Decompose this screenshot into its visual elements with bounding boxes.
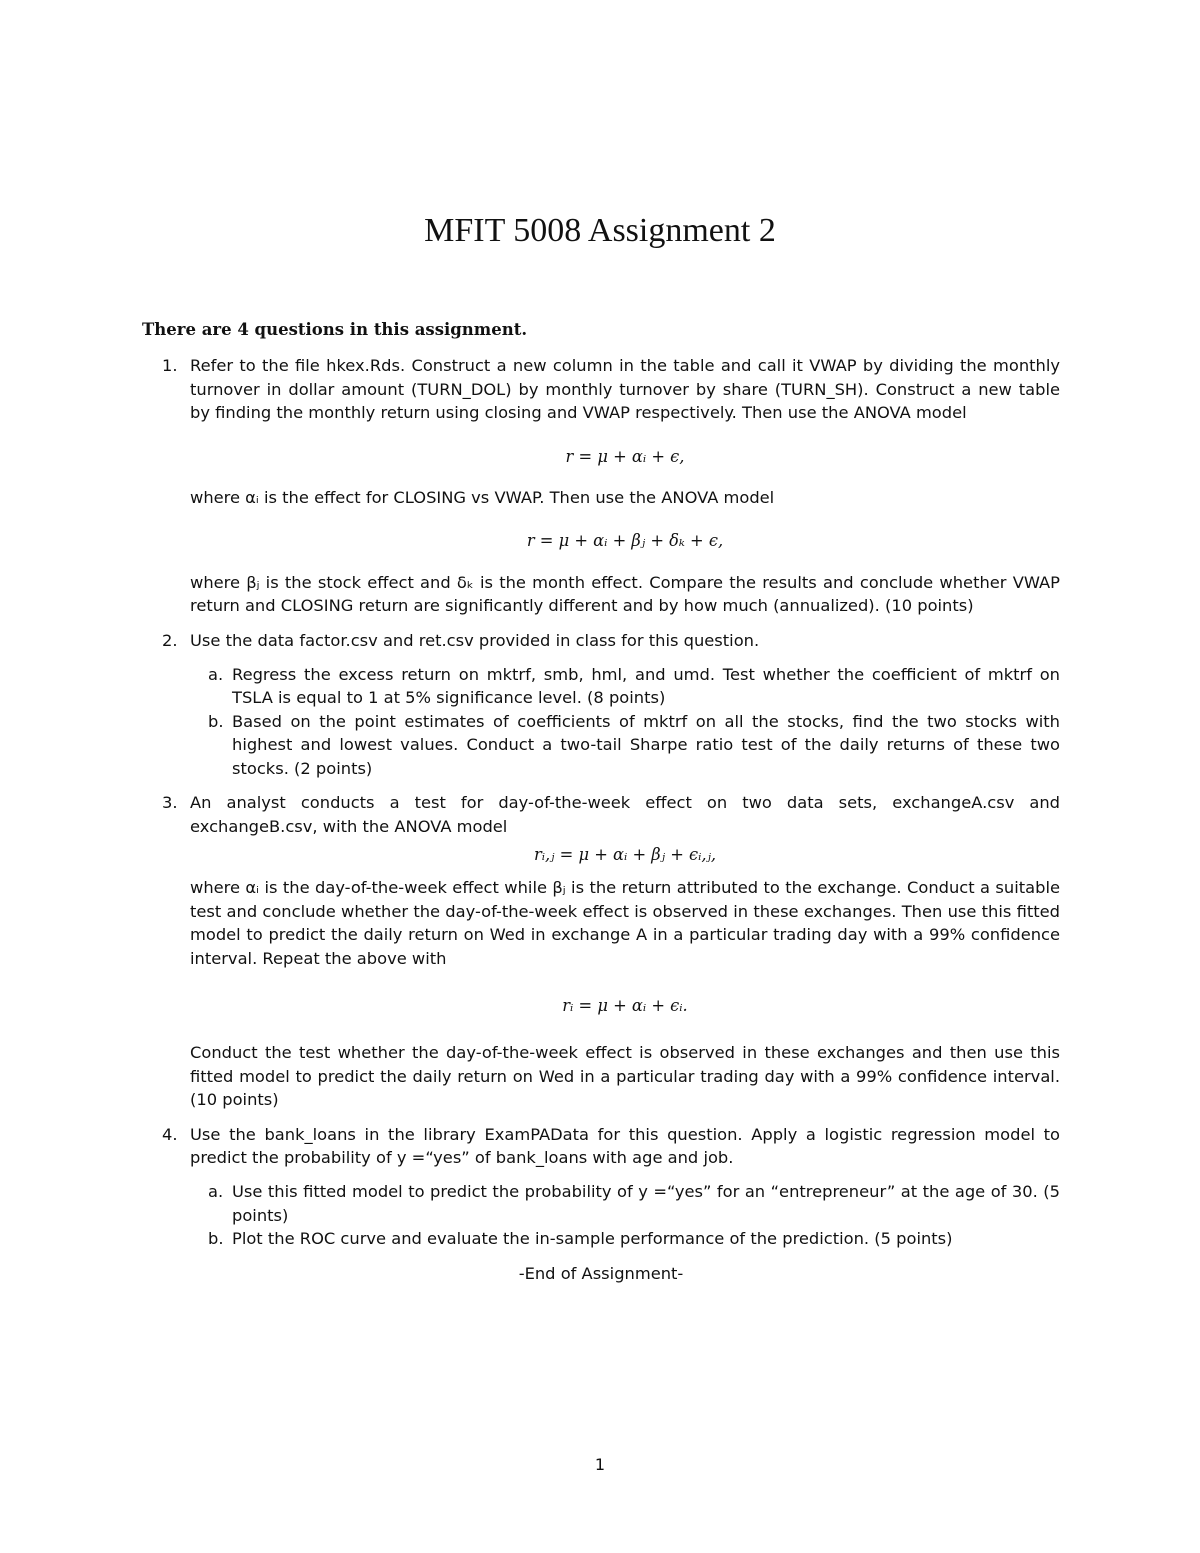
- document-body: [142, 318, 1060, 1285]
- sub-question-label: b.: [208, 1229, 224, 1249]
- sub-question-label: a.: [208, 1182, 224, 1202]
- sub-question-label: a.: [208, 665, 224, 685]
- equation: r = μ + αᵢ + βⱼ + δₖ + ϵ,: [526, 531, 724, 551]
- page-number: 1: [594, 1455, 606, 1474]
- question-text: Use the bank_loans in the library ExamPAData for this question. Apply a logistic regression model to predict the probability of y =“yes” of bank_loans with age and job.: [190, 1124, 1060, 1167]
- question-text: where βⱼ is the stock effect and δₖ is the month effect. Compare the results and conclude whether VWAP return and CLOSING return are significantly different and by how much (annualized). (10 points): [190, 572, 1060, 616]
- question-list: [142, 354, 1060, 1250]
- sub-question: [190, 710, 1060, 780]
- sub-question-label: b.: [208, 711, 224, 731]
- equation: rᵢ,ⱼ = μ + αᵢ + βⱼ + ϵᵢ,ⱼ,: [533, 844, 717, 864]
- sub-question: [190, 663, 1060, 710]
- sub-question-list: [190, 663, 1060, 780]
- assignment-intro: There are 4 questions in this assignment.: [142, 320, 528, 339]
- question-text: where αᵢ is the effect for CLOSING vs VWAP. Then use the ANOVA model: [190, 488, 775, 508]
- question-number: 4.: [162, 1124, 178, 1144]
- sub-question-text: Use this fitted model to predict the probability of y =“yes” for an “entrepreneur” at the age of 30. (5 points): [232, 1182, 1060, 1225]
- sub-question-text: Regress the excess return on mktrf, smb, hml, and umd. Test whether the coefficient of mktrf on TSLA is equal to 1 at 5% significance level. (8 points): [232, 665, 1060, 708]
- question-number: 1.: [162, 356, 178, 376]
- question-number: 3.: [162, 793, 178, 813]
- equation: r = μ + αᵢ + ϵ,: [565, 446, 685, 466]
- question-2: [142, 629, 1060, 780]
- question-text: Refer to the file hkex.Rds. Construct a new column in the table and call it VWAP by dividing the monthly turnover in dollar amount (TURN_DOL) by monthly turnover by share (TURN_SH). Construct a new table by finding the monthly return using closing and VWAP respectively. Then use the ANOVA model: [190, 356, 1060, 423]
- end-of-assignment: -End of Assignment-: [518, 1263, 684, 1283]
- document-title: MFIT 5008 Assignment 2: [424, 212, 776, 249]
- sub-question: [190, 1227, 1060, 1250]
- equation: rᵢ = μ + αᵢ + ϵᵢ.: [562, 995, 688, 1015]
- sub-question-text: Based on the point estimates of coefficients of mktrf on all the stocks, find the two stocks with highest and lowest values. Conduct a two-tail Sharpe ratio test of the daily returns of these two stocks. (2 points): [232, 711, 1060, 778]
- question-number: 2.: [162, 630, 178, 650]
- question-text: where αᵢ is the day-of-the-week effect while βⱼ is the return attributed to the exchange. Conduct a suitable test and conclude whether the day-of-the-week effect is observed in these exchanges. Then use this fitted model to predict the daily return on Wed in exchange A in a particular trading day with a 99% confidence interval. Repeat the above with: [190, 878, 1060, 968]
- question-text: Use the data factor.csv and ret.csv provided in class for this question.: [190, 630, 760, 650]
- question-3: [142, 791, 1060, 1111]
- question-4: [142, 1123, 1060, 1251]
- sub-question: [190, 1180, 1060, 1227]
- question-1: [142, 354, 1060, 617]
- sub-question-text: Plot the ROC curve and evaluate the in-sample performance of the prediction. (5 points): [232, 1229, 953, 1249]
- sub-question-list: [190, 1180, 1060, 1250]
- question-text: Conduct the test whether the day-of-the-week effect is observed in these exchanges and then use this fitted model to predict the daily return on Wed in a particular trading day with a 99% confidence interval. (10 points): [190, 1043, 1060, 1110]
- question-text: An analyst conducts a test for day-of-the-week effect on two data sets, exchangeA.csv and exchangeB.csv, with the ANOVA model: [190, 793, 1060, 836]
